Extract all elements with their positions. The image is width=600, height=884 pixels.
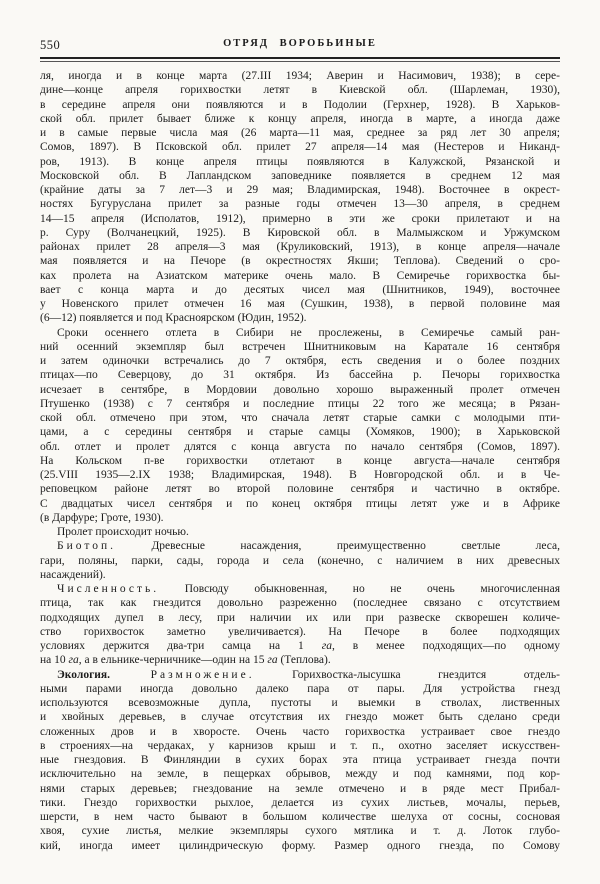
text-line: сложенных дров и в хворосте. Очень часто горихвостка устраивает свое гнездо (40, 725, 560, 738)
paragraph (40, 582, 560, 668)
running-title: ОТРЯД ВОРОБЬИНЫЕ (223, 38, 377, 49)
text-line: (6—12) появляется и под Красноярском (Юдин, 1952). (40, 312, 307, 325)
spaced-heading-segment: Размножение. (110, 668, 255, 681)
text-line: исключительно на земле, в пещерках обрывов, между и под камнями, под кор- (40, 768, 560, 781)
spaced-heading-segment: Биотоп. (57, 540, 117, 553)
text-segment: Повсюду обыкновенная, но не очень многочисленная (159, 583, 560, 595)
text-line: (в Дарфуре; Гроте, 1930). (40, 511, 164, 524)
text-line: хвоя, сухие листья, мелкие экземпляры сухого мятлика и т. д. Лоток глубо- (40, 825, 560, 838)
text-line: используются всевозможные дупла, пустоты и выемки в стволах, лиственных (40, 697, 560, 709)
text-line: реповецком районе летят во второй половине сентября и частично в октябре. (40, 483, 560, 496)
text-line: у Новенского прилет отмечен 16 мая (Сушкин, 1938), в первой половине мая (40, 298, 560, 310)
text-line: дине—конце апреля горихвостки летят в Киевской обл. (Шарлеман, 1930), (40, 84, 560, 97)
italic-segment: га (321, 640, 332, 652)
paragraph (40, 326, 560, 526)
text-line: ля, иногда и в конце марта (27.III 1934; Аверин и Насимович, 1938); в сере- (40, 70, 560, 82)
paragraph (40, 539, 560, 582)
italic-segment: га (68, 654, 79, 667)
text-segment: , а в ельнике-черничнике—один на 15 (78, 654, 268, 667)
text-line: и в самые первые числа мая (26 марта—11 мая, среднее за ряд лет 30 апреля; (40, 127, 560, 139)
text-line: вает с конца марта и до десятых чисел мая (Шнитников, 1949), восточнее (40, 283, 560, 296)
text-segment: Древесные насаждения, преимущественно светлые леса, (116, 540, 560, 553)
text-line: обл. отлет и пролет длятся с конца августа по начало сентября (Сомов, 1897). (40, 440, 560, 453)
text-line: Пролет происходит ночью. (57, 526, 189, 538)
text-line (40, 539, 560, 553)
text-line: птица, так как гнездится довольно разреженно (последнее связано с отсутствием (40, 597, 560, 610)
text-line: р. Суру (Волчанецкий, 1925). В Кировской обл. в Малмыжском и Уржумском (40, 226, 560, 239)
text-line: и затем одиночки встречались до 7 октября, есть сведения и о более поздних (40, 355, 560, 367)
paragraph (40, 668, 560, 853)
paragraph (40, 69, 560, 326)
text-segment: , в менее подходящих—по одному (331, 640, 560, 652)
text-line: ров, 1913). В конце апреля птицы появляются в Калужской, Рязанской и (40, 155, 560, 168)
text-segment: (Теплова). (277, 654, 331, 667)
text-line: районах прилет 28 апреля—3 мая (Круликовский, 1913), в конце апреля—начале (40, 241, 560, 253)
text-line: в середине апреля они появляются и в Подолии (Герхнер, 1928). В Харьков- (40, 98, 560, 111)
text-line: в строениях—на чердаках, у карнизов крыш и т. п., охотно заселяет искусствен- (40, 739, 560, 752)
italic-segment: га (267, 654, 278, 667)
text-line: (25.VIII 1935—2.IX 1938; Владимирская, 1948). В Новгородской обл. и в Че- (40, 469, 560, 481)
text-line: Сроки осеннего отлета в Сибири не прослежены, в Семиречье самый ран- (57, 326, 560, 339)
text-line: ках пролета на Азиатском материке очень мало. В Семиречье горихвостка бы- (40, 269, 560, 282)
header-rule (40, 57, 560, 62)
text-line: С двадцатых чисел сентября и по конец октября птицы летят уже и в Африке (40, 497, 560, 510)
text-line: цами, а с середины сентября и старые самцы (Хомяков, 1900); в Харьковской (40, 426, 560, 439)
text-line: исчезает в сентябре, в Мордовии довольно хорошо выраженный пролет отмечен (40, 383, 560, 396)
page-header (40, 38, 560, 54)
text-line: На Кольском п-ве горихвостки отлетают в конце августа—начале сентября (40, 454, 560, 467)
text-line (40, 668, 560, 682)
page-number: 550 (40, 38, 61, 52)
text-line: Птушенко (1938) с 7 сентября и последние птицы 22 того же месяца; в Рязан- (40, 397, 560, 410)
text-line (40, 653, 560, 667)
text-block (40, 69, 560, 853)
text-line: тики. Гнездо горихвостки рыхлое, делается из сухих листьев, мочалы, перьев, (40, 796, 560, 809)
spaced-heading-segment: Численность. (57, 583, 160, 595)
text-line (40, 582, 560, 596)
text-line: 14—15 апреля (Исполатов, 1912), примерно в эти же сроки прилетают и на (40, 212, 560, 225)
text-line: и хвойных деревьев, в случае отсутствия их гнездо может быть сделано среди (40, 711, 560, 724)
text-line: (крайние даты за 7 лет—3 и 29 мая; Владимирская, 1948). Восточнее в окрест- (40, 184, 560, 196)
text-line: подходящих дупел в лесу, при наличии их или при развеске скворешен количе- (40, 611, 560, 624)
text-line: ний осенний экземпляр был встречен Шнитниковым на Каратале 16 сентября (40, 340, 560, 353)
text-line: ностях Бугуруслана прилет за разные годы отмечен 13—30 апреля, в среднем (40, 198, 560, 211)
text-line: насаждений). (40, 568, 106, 581)
paragraph (40, 525, 560, 539)
text-line (40, 639, 560, 653)
text-line: гари, поляны, парки, сады, города и села (конечно, с наличием в них древесных (40, 554, 560, 567)
text-line: ные гнездовия. В Финляндии в сухих борах эта птица устраивает гнезда почти (40, 754, 560, 766)
text-line: ными парами иногда довольно далеко пара от пары. Для устройства гнезд (40, 682, 560, 695)
text-line: птицах—по Северцову, до 31 октября. Из бассейна р. Печоры горихвостка (40, 369, 560, 382)
text-segment: условиях держится два-три самца на 1 (40, 640, 322, 652)
text-line: кий, иногда имеет цилиндрическую форму. Размер одного гнезда, по Сомову (40, 839, 560, 852)
text-line: Сомов, 1897). В Псковской обл. прилет 27 апреля—14 мая (Нестеров и Никанд- (40, 141, 560, 154)
text-line: Московской обл. В Лапландском заповеднике появляется в среднем 12 мая (40, 169, 560, 182)
text-segment: на 10 (40, 654, 69, 667)
text-line: нями старых деревьев; гнездование на земле отмечено и в ряде мест Прибал- (40, 782, 560, 795)
text-line: ской обл. отмечено при этом, что сначала летят старые самки с молодыми пти- (40, 412, 560, 424)
bold-segment: Экология. (57, 668, 111, 681)
text-line: мая появляется и на Печоре (в окрестностях Якши; Теплова). Сведений о сро- (40, 255, 560, 268)
text-line: шерсти, в нем часто бывают в большом количестве шелуха от сосны, сосновая (40, 811, 560, 823)
text-segment: Горихвостка-лысушка гнездится отдель- (254, 668, 560, 681)
text-line: ской обл. прилет бывает ближе к концу апреля, иногда в марте, а иногда даже (40, 112, 560, 125)
text-line: ство горихвосток заметно увеличивается). На Печоре в более подходящих (40, 625, 560, 638)
